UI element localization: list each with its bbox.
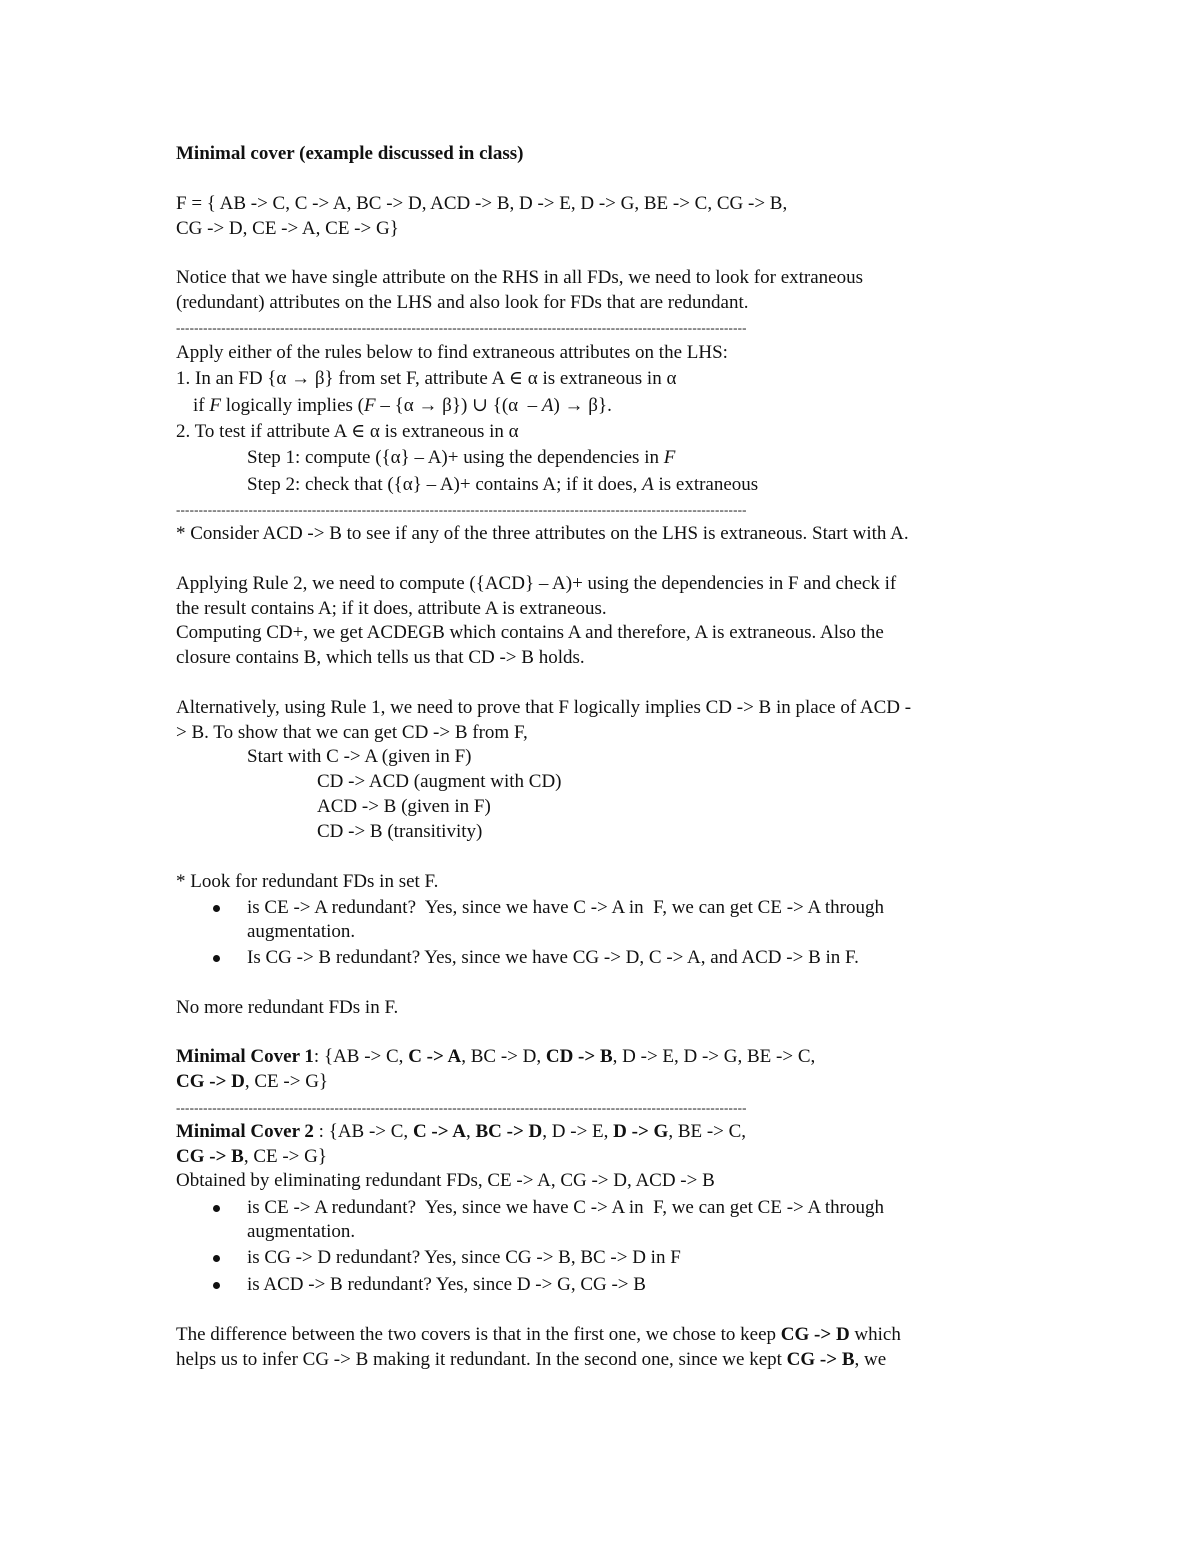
document-title: Minimal cover (example discussed in class)	[176, 143, 524, 164]
cover-2-item-1-line-1: is CE -> A redundant? Yes, since we have C -> A in F, we can get CE -> A through	[247, 1197, 884, 1218]
redundant-item-1-line-2: augmentation.	[247, 921, 356, 942]
minimal-cover-1-line-1: Minimal Cover 1: {AB -> C, C -> A, BC -> D, CD -> B, D -> E, D -> G, BE -> C,	[176, 1046, 816, 1067]
bullet-marker	[213, 1255, 220, 1262]
rules-intro: Apply either of the rules below to find extraneous attributes on the LHS:	[176, 342, 728, 363]
minimal-cover-2-line-1: Minimal Cover 2 : {AB -> C, C -> A, BC -> D, D -> E, D -> G, BE -> C,	[176, 1121, 747, 1142]
difference-line-2: helps us to infer CG -> B making it redundant. In the second one, since we kept CG -> B, we	[176, 1349, 887, 1370]
bullet-marker	[213, 905, 220, 912]
alternative-line-1: Alternatively, using Rule 1, we need to prove that F logically implies CD -> B in place of ACD -	[176, 697, 912, 718]
redundant-heading: * Look for redundant FDs in set F.	[176, 871, 439, 892]
cover-2-item-3: is ACD -> B redundant? Yes, since D -> G, CG -> B	[247, 1274, 646, 1295]
minimal-cover-1-line-2: CG -> D, CE -> G}	[176, 1071, 329, 1092]
notice-line-1: Notice that we have single attribute on the RHS in all FDs, we need to look for extraneous	[176, 267, 864, 288]
consider-line: * Consider ACD -> B to see if any of the three attributes on the LHS is extraneous. Start with A.	[176, 523, 909, 544]
difference-line-1: The difference between the two covers is that in the first one, we chose to keep CG -> D which	[176, 1324, 901, 1345]
bullet-marker	[213, 1205, 220, 1212]
separator-1: ------------------------------------------------------------------------------------------------------------------------------	[176, 320, 747, 335]
rule-1-line-1: 1. In an FD {α → β} from set F, attribute A ∈ α is extraneous in α	[176, 368, 677, 389]
proof-step-start: Start with C -> A (given in F)	[247, 746, 472, 767]
proof-step-given: ACD -> B (given in F)	[317, 796, 491, 817]
applying-line-3: Computing CD+, we get ACDEGB which contains A and therefore, A is extraneous. Also the	[176, 622, 884, 643]
proof-step-augment: CD -> ACD (augment with CD)	[317, 771, 562, 792]
fd-set-line-2: CG -> D, CE -> A, CE -> G}	[176, 218, 399, 239]
no-more-redundant: No more redundant FDs in F.	[176, 997, 399, 1018]
separator-3: ------------------------------------------------------------------------------------------------------------------------------	[176, 1100, 747, 1115]
redundant-item-1-line-1: is CE -> A redundant? Yes, since we have C -> A in F, we can get CE -> A through	[247, 897, 884, 918]
fd-set-line-1: F = { AB -> C, C -> A, BC -> D, ACD -> B, D -> E, D -> G, BE -> C, CG -> B,	[176, 193, 788, 214]
notice-line-2: (redundant) attributes on the LHS and also look for FDs that are redundant.	[176, 292, 749, 313]
proof-step-transitivity: CD -> B (transitivity)	[317, 821, 483, 842]
applying-line-1: Applying Rule 2, we need to compute ({ACD} – A)+ using the dependencies in F and check if	[176, 573, 897, 594]
applying-line-2: the result contains A; if it does, attribute A is extraneous.	[176, 598, 607, 619]
redundant-item-2: Is CG -> B redundant? Yes, since we have CG -> D, C -> A, and ACD -> B in F.	[247, 947, 859, 968]
separator-2: ------------------------------------------------------------------------------------------------------------------------------	[176, 502, 747, 517]
rule-2-step-1: Step 1: compute ({α} – A)+ using the dependencies in F	[247, 447, 676, 468]
rule-2-line-1: 2. To test if attribute A ∈ α is extraneous in α	[176, 421, 519, 442]
minimal-cover-2-line-2: CG -> B, CE -> G}	[176, 1146, 327, 1167]
bullet-marker	[213, 955, 220, 962]
cover-2-obtained: Obtained by eliminating redundant FDs, CE -> A, CG -> D, ACD -> B	[176, 1170, 715, 1191]
applying-line-4: closure contains B, which tells us that CD -> B holds.	[176, 647, 585, 668]
rule-2-step-2: Step 2: check that ({α} – A)+ contains A; if it does, A is extraneous	[247, 474, 759, 495]
cover-2-item-2: is CG -> D redundant? Yes, since CG -> B, BC -> D in F	[247, 1247, 681, 1268]
rule-1-line-2: if F logically implies (F – {α → β}) ∪ {(α – A) → β}.	[193, 395, 612, 416]
cover-2-item-1-line-2: augmentation.	[247, 1221, 356, 1242]
alternative-line-2: > B. To show that we can get CD -> B from F,	[176, 722, 528, 743]
bullet-marker	[213, 1282, 220, 1289]
